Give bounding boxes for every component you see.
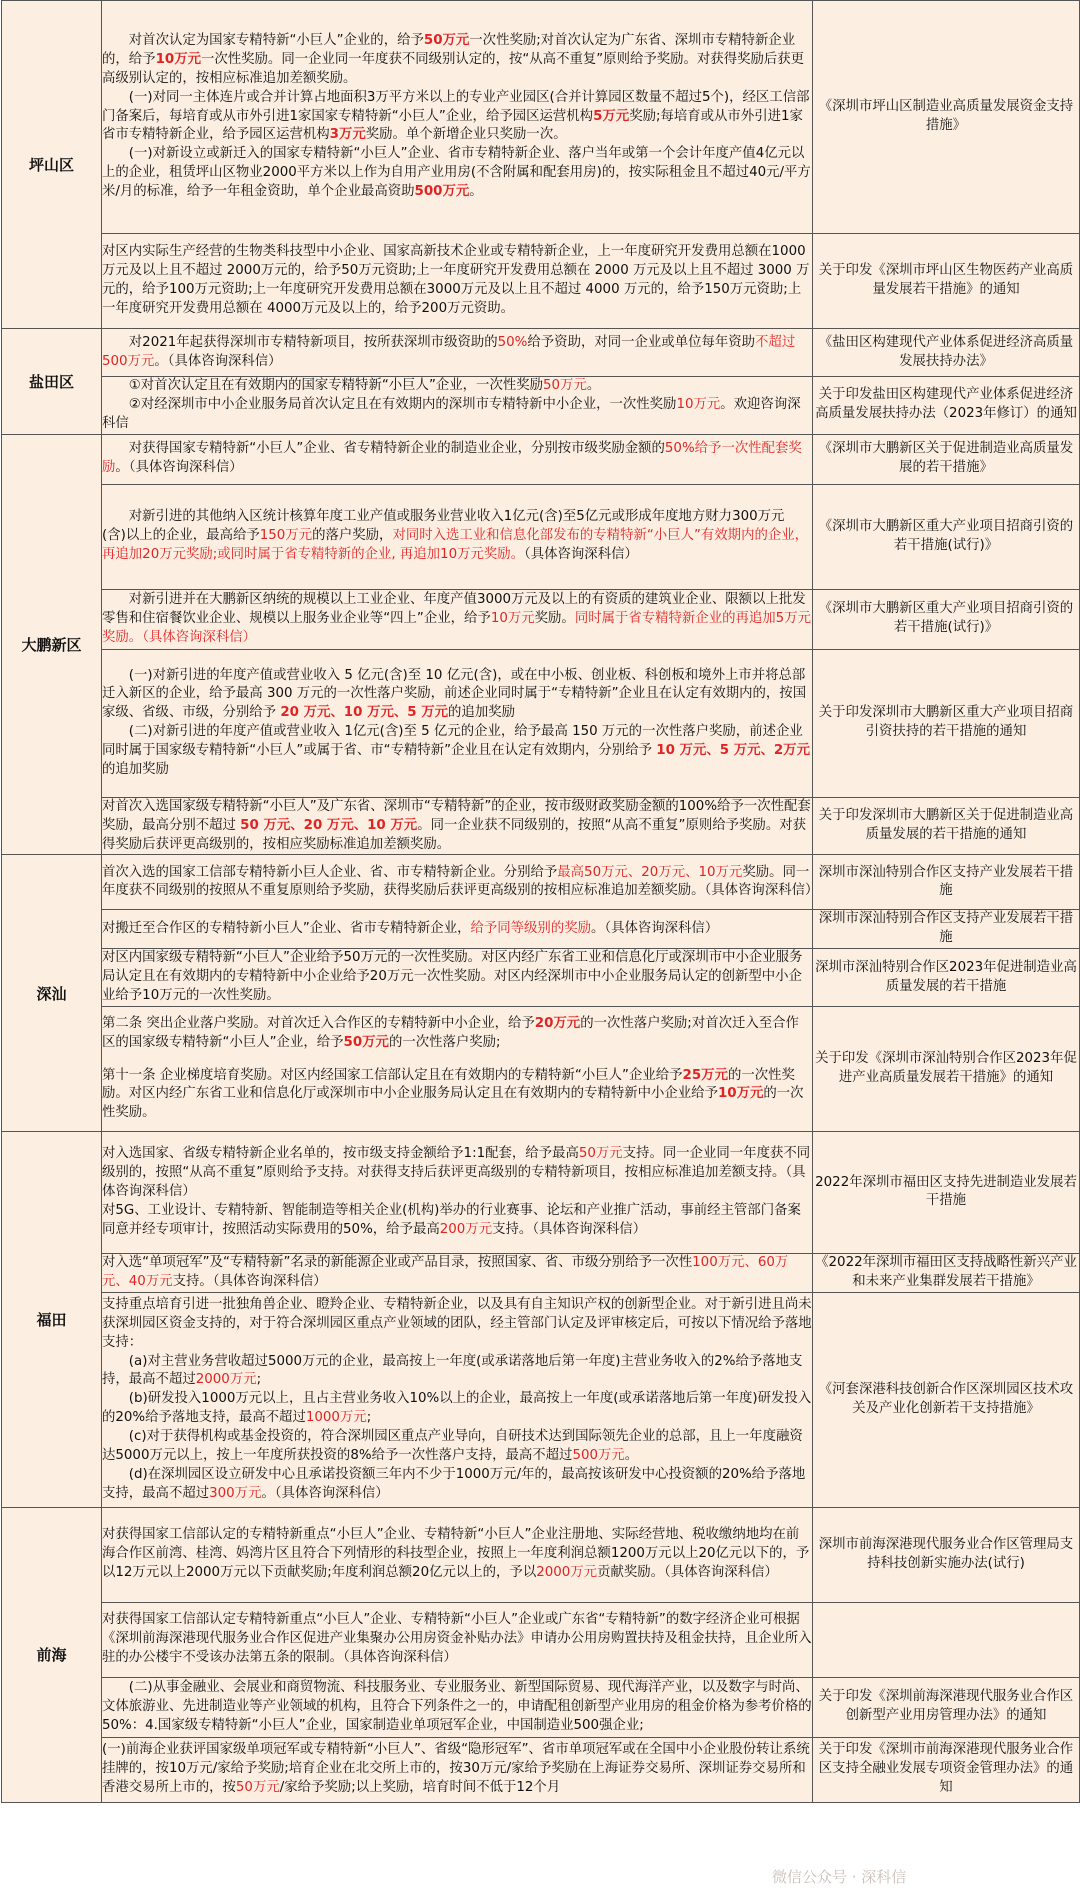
policy-text: 给予资助，对同一企业或单位每年资助 [527, 334, 756, 350]
policy-source-cell [813, 1602, 1080, 1677]
highlighted-amount: 200万元 [439, 1221, 493, 1237]
policy-text: 。 [586, 378, 601, 393]
policy-text: 对区内实际生产经营的生物类科技型中小企业、国家高新技术企业或专精特新企业，上一年度研究开发费用总额在1000万元及以上且不超过 2000万元的，给予50万元资助;上一年度研究开发费用总额在 2000 万元及以上且不超过 3000 万元的，给予100万元资助;上一年度研究开发费用总额在3000万元及以上且不超过 4000 万元的，给予150万元资助;上一年度研究开发费用总额在 4000万元及以上的，给予200万元资助。 [102, 244, 810, 316]
policy-row [2, 1006, 1080, 1131]
policy-paragraph [102, 1145, 812, 1202]
policy-content-cell [102, 1131, 813, 1253]
highlighted-amount: 50万元 [235, 1780, 280, 1796]
highlighted-amount: 20 万元、10 万元、5 万元 [280, 705, 449, 721]
policy-row [2, 1507, 1080, 1602]
policy-source-cell: 《深圳市大鹏新区关于促进制造业高质量发展的若干措施》 [813, 434, 1080, 484]
policy-paragraph [102, 440, 812, 478]
policy-paragraph [102, 1390, 812, 1428]
policy-text: 一次性奖励;对首次认定为广东省、深圳市专精特新企业的，给予 [102, 32, 796, 67]
policy-paragraph [102, 1741, 812, 1798]
policy-content-cell [102, 484, 813, 589]
policy-text: 。 [624, 1448, 639, 1464]
highlighted-amount: 50万元 [543, 378, 587, 393]
policy-row [2, 434, 1080, 484]
policy-content-cell [102, 1, 813, 234]
highlighted-amount: 100万元、60万元、40万元 [102, 1254, 789, 1289]
policy-row [2, 797, 1080, 855]
highlighted-amount: 对同时入选工业和信息化部发布的专精特新“小巨人”有效期内的企业，再追加20万元奖励;或同时属于省专精特新的企业, 再追加10万元奖励。 [102, 528, 809, 563]
policy-paragraph [102, 1296, 812, 1353]
policy-source-cell: 《河套深港科技创新合作区深圳园区技术攻关及产业化创新若干支持措施》 [813, 1292, 1080, 1507]
highlighted-amount: 1000万元 [305, 1410, 367, 1426]
highlighted-amount: 10万元 [676, 396, 721, 412]
highlighted-amount: 2000万元 [536, 1565, 598, 1581]
policy-text: 对5G、工业设计、专精特新、智能制造等相关企业(机构)举办的行业赛事、论坛和产业推广活动，事前经主管部门备案同意并经专项审计，按照活动实际费用的50%，给予最高 [102, 1202, 801, 1237]
policy-row [2, 329, 1080, 377]
district-cell: 深汕 [2, 855, 102, 1132]
policy-text: 奖励;每培育或从市外引进1家省市专精特新企业，给予园区运营机构 [102, 108, 803, 143]
policy-text: ①对首次认定且在有效期内的国家专精特新“小巨人”企业，一次性奖励 [128, 378, 544, 393]
highlighted-amount: 50万元 [423, 32, 470, 48]
highlighted-amount: 不超过500万元 [102, 334, 796, 369]
policy-text: 的一次性落户奖励; [388, 1034, 501, 1050]
policy-row [2, 1253, 1080, 1292]
highlighted-amount: 2000万元 [195, 1372, 257, 1388]
policy-content-cell [102, 949, 813, 1007]
policy-text: 支持。（具体咨询深科信） [492, 1221, 647, 1237]
policy-source-cell: 关于印发深圳市大鹏新区关于促进制造业高质量发展的若干措施的通知 [813, 797, 1080, 855]
watermark: 微信公众号 · 深科信 [772, 1868, 907, 1886]
policy-paragraph [102, 243, 812, 319]
policy-row [2, 855, 1080, 910]
policy-text: 对获得国家专精特新“小巨人”企业、省专精特新企业的制造业企业，分别按市级奖励金额的 [128, 441, 665, 457]
policy-paragraph [102, 145, 812, 202]
policy-text: (一)前海企业获评国家级单项冠军或专精特新“小巨人”、省级“隐形冠军”、省市单项冠军或在全国中小企业股份转让系统挂牌的，按10万元/家给予奖励;培育企业在北交所上市的，按30万元/家给予奖励在上海证券交易所、深圳证券交易所和香港交易所上市的，按 [102, 1742, 810, 1796]
policy-text: 支持。（具体咨询深科信） [172, 1273, 327, 1289]
policy-text: 一次性奖励。同一企业同一年度获不同级别认定的，按“从高不重复”原则给予奖励。对获得奖励后获更高级别认定的，按相应标准追加差额奖励。 [102, 51, 805, 86]
policy-text: 对2021年起获得深圳市专精特新项目，按所获深圳市级资助的 [128, 334, 498, 350]
highlighted-amount: 10万元 [717, 1086, 764, 1102]
policy-text: 首次入选的国家工信部专精特新小巨人企业、省、市专精特新企业。分别给予 [102, 864, 558, 880]
policy-row [2, 484, 1080, 589]
policy-source-cell: 关于印发《深圳前海深港现代服务业合作区创新型产业用房管理办法》的通知 [813, 1677, 1080, 1737]
policy-text: 的追加奖励 [448, 705, 515, 721]
highlighted-amount: 50 万元、20 万元、10 万元 [240, 817, 418, 833]
policy-source-cell: 《深圳市大鹏新区重大产业项目招商引资的若干措施(试行)》 [813, 589, 1080, 649]
policy-text: 贡献奖励。（具体咨询深科信） [597, 1565, 778, 1581]
policy-content-cell [102, 1677, 813, 1737]
policy-text: 第二条 突出企业落户奖励。对首次迁入合作区的专精特新中小企业，给予 [102, 1015, 535, 1031]
policy-content-cell [102, 910, 813, 949]
policy-paragraph [102, 1428, 812, 1466]
policy-text: 对入选“单项冠军”及“专精特新”名录的新能源企业或产品目录，按照国家、省、市级分别给予一次性 [102, 1254, 693, 1270]
policy-text: (c)对于获得机构或基金投资的，符合深圳园区重点产业导向，自研技术达到国际领先企业的总部，且上一年度融资达5000万元以上，按上一年度所获投资的8%给予一次性落户支持，最高不超过 [102, 1429, 803, 1464]
highlighted-amount: 25万元 [682, 1067, 728, 1083]
policy-text: 。（具体咨询深科信） [154, 353, 282, 369]
policy-text: 。欢迎咨询深科信 [102, 396, 801, 431]
policy-paragraph [102, 591, 812, 648]
policy-source-cell: 深圳市深汕特别合作区支持产业发展若干措施 [813, 910, 1080, 949]
policy-source-cell: 深圳市深汕特别合作区支持产业发展若干措施 [813, 855, 1080, 910]
policy-row [2, 377, 1080, 435]
policy-text: 第十一条 企业梯度培育奖励。对区内经国家工信部认定且在有效期内的专精特新“小巨人”企业给予 [102, 1067, 683, 1083]
policy-row [2, 1131, 1080, 1253]
policy-text: 支持重点培育引进一批独角兽企业、瞪羚企业、专精特新企业，以及具有自主知识产权的创新型企业。对于新引进且尚未获深圳园区资金支持的，对于符合深圳园区重点产业领域的团队，经主管部门认定及评审核定后，可按以下情况给予落地支持： [102, 1296, 812, 1350]
policy-source-cell: 《深圳市大鹏新区重大产业项目招商引资的若干措施(试行)》 [813, 484, 1080, 589]
highlighted-amount: 500万元 [572, 1448, 625, 1464]
highlighted-amount: 300万元 [209, 1485, 262, 1501]
policy-source-cell: 深圳市前海深港现代服务业合作区管理局支持科技创新实施办法(试行) [813, 1507, 1080, 1602]
policy-content-cell [102, 1006, 813, 1131]
policy-paragraph [102, 1015, 812, 1053]
highlighted-amount: 3万元 [329, 127, 366, 143]
policy-text: 的追加奖励 [102, 762, 169, 778]
policy-content-cell [102, 1737, 813, 1802]
policy-paragraph [102, 1254, 812, 1292]
policy-text: (b)研发投入1000万元以上，且占主营业务收入10%以上的企业，最高按上一年度(或承诺落地后第一年度)研发投入的20%给予落地支持，最高不超过 [102, 1391, 812, 1426]
policy-content-cell [102, 234, 813, 329]
highlighted-amount: 给予同等级别的奖励 [470, 920, 591, 936]
policy-paragraph [102, 1067, 812, 1124]
policy-paragraph [102, 32, 812, 89]
policy-text: (a)对主营业务营收超过5000万元的企业，最高按上一年度(或承诺落地后第一年度)主营业务收入的2%给予落地支持，最高不超过 [102, 1353, 803, 1388]
policy-paragraph [102, 723, 812, 780]
policy-content-cell [102, 589, 813, 649]
policy-text: ②对经深圳市中小企业服务局首次认定且在有效期内的深圳市专精特新中小企业，一次性奖励 [128, 396, 677, 412]
policy-paragraph [102, 1611, 812, 1668]
policy-text: 对入选国家、省级专精特新企业名单的，按市级支持金额给予1:1配套，给予最高 [102, 1146, 579, 1162]
district-cell: 盐田区 [2, 329, 102, 435]
policy-text: 奖励。 [534, 610, 575, 626]
policy-paragraph [102, 334, 812, 372]
policy-text: 的一次性奖励。 [102, 1086, 804, 1121]
policy-content-cell [102, 377, 813, 435]
policy-text: (二)从事金融业、会展业和商贸物流、科技服务业、专业服务业、新型国际贸易、现代海洋产业，以及数字与时尚、文体旅游业、先进制造业等产业领域的机构，且符合下列条件之一的，申请配租创新型产业用房的租金价格为参考价格的50%：4.国家级专精特新“小巨人”企业，国家制造业单项冠军企业，中国制造业500强企业; [102, 1679, 812, 1733]
district-cell: 前海 [2, 1507, 102, 1802]
policy-paragraph [102, 1526, 812, 1583]
policy-paragraph [102, 377, 812, 396]
policy-source-cell: 关于印发《深圳市坪山区生物医药产业高质量发展若干措施》的通知 [813, 234, 1080, 329]
policy-row [2, 234, 1080, 329]
highlighted-amount: 500万元 [414, 184, 470, 200]
highlighted-amount: 50%给予一次性配套奖励 [102, 441, 802, 476]
policy-text: 对新引进的其他纳入区统计核算年度工业产值或服务业营业收入1亿元(含)至5亿元或形成年度地方财力300万元 (含)以上的企业，最高给予 [102, 509, 785, 544]
policy-paragraph [102, 1353, 812, 1391]
policy-content-cell [102, 329, 813, 377]
policy-text: 对区内国家级专精特新“小巨人”企业给予50万元的一次性奖励。对区内经广东省工业和信息化厅或深圳市中小企业服务局认定且在有效期内的专精特新中小企业给予20万元一次性奖励。对区内经深圳市中小企业服务局认定的创新型中小企业给予10万元的一次性奖励。 [102, 950, 803, 1004]
highlighted-amount: 10 万元、5 万元、2万元 [656, 743, 810, 759]
policy-row [2, 1677, 1080, 1737]
policy-content-cell [102, 1602, 813, 1677]
district-cell: 福田 [2, 1131, 102, 1507]
policy-source-cell: 关于印发盐田区构建现代产业体系促进经济高质量发展扶持办法（2023年修订）的通知 [813, 377, 1080, 435]
policy-text: 。（具体咨询深科信） [591, 920, 719, 936]
highlighted-amount: 10万元 [490, 610, 535, 626]
highlighted-amount: 10万元 [155, 51, 201, 67]
policy-content-cell [102, 855, 819, 910]
district-cell: 坪山区 [2, 1, 102, 329]
policy-text: /家给予奖励;以上奖励，培育时间不低于12个月 [279, 1780, 561, 1796]
policy-paragraph [102, 798, 812, 855]
highlighted-amount: 同时属于省专精特新企业的再追加5万元奖励。（具体咨询深科信） [102, 610, 811, 645]
policy-content-cell [102, 797, 813, 855]
policy-table [1, 0, 1080, 1803]
policy-row [2, 1602, 1080, 1677]
policy-text: 对获得国家工信部认定的专精特新重点“小巨人”企业、专精特新“小巨人”企业注册地、实际经营地、税收缴纳地均在前海合作区前湾、桂湾、妈湾片区且符合下列情形的科技型企业，按照上一年度利润总额1200万元以上20亿元以下的，予以12万元以上2000万元以下贡献奖励;年度利润总额20亿元以上的，予以 [102, 1527, 810, 1581]
policy-text: 。（具体咨询深科信） [261, 1485, 389, 1501]
policy-text: 奖励。同一年度获不同级别的按照从不重复原则给予奖励，获得奖励后获评更高级别的按相应标准追加差额奖励。（具体咨询深科信） [102, 864, 819, 899]
policy-paragraph [102, 949, 812, 1006]
policy-source-cell: 深圳市深汕特别合作区2023年促进制造业高质量发展的若干措施 [813, 949, 1080, 1007]
policy-row [2, 910, 1080, 949]
highlighted-amount: 50% [497, 334, 528, 350]
policy-source-cell: 《2022年深圳市福田区支持战略性新兴产业和未来产业集群发展若干措施》 [813, 1253, 1080, 1292]
policy-paragraph [102, 1466, 812, 1504]
policy-content-cell [102, 1253, 813, 1292]
policy-source-cell: 关于印发《深圳市深汕特别合作区2023年促进产业高质量发展若干措施》的通知 [813, 1006, 1080, 1131]
highlighted-amount: 50万元 [578, 1146, 623, 1162]
policy-content-cell [102, 649, 813, 797]
policy-text: 支持。同一企业同一年度获不同级别的，按照“从高不重复”原则给予支持。对获得支持后获评更高级别的专精特新项目，按相应标准追加差额支持。（具体咨询深科信） [102, 1146, 811, 1200]
policy-text: 对首次入选国家级专精特新“小巨人”及广东省、深圳市“专精特新”的企业，按市级财政奖励金额的100%给予一次性配套奖励，最高分别不超过 [102, 798, 811, 833]
policy-paragraph [102, 667, 812, 724]
policy-text: (一)对同一主体连片或合并计算占地面积3万平方米以上的专业产业园区(合并计算园区数量不超过5个)，经区工信部门备案后，每培育或从市外引进1家国家专精特新“小巨人”企业，给予园区运营机构 [102, 89, 810, 124]
policy-row [2, 589, 1080, 649]
policy-row [2, 1, 1080, 234]
policy-text: 对首次认定为国家专精特新“小巨人”企业的，给予 [128, 32, 424, 48]
policy-paragraph [102, 920, 812, 939]
policy-row [2, 649, 1080, 797]
policy-content-cell [102, 434, 813, 484]
policy-source-cell: 关于印发《深圳市前海深港现代服务业合作区支持全融业发展专项资金管理办法》的通知 [813, 1737, 1080, 1802]
policy-text: 对搬迁至合作区的专精特新小巨人”企业、省市专精特新企业， [102, 920, 471, 936]
policy-row [2, 1737, 1080, 1802]
policy-text: (二)对新引进的年度产值或营业收入 1亿元(含)至 5 亿元的企业，给予最高 150 万元的一次性落户奖励，前述企业同时属于国家级专精特新“小巨人”或属于省、市“专精特新”企业且在认定有效期内，分别给予 [102, 724, 803, 759]
policy-paragraph [102, 508, 812, 565]
policy-text: ; [256, 1372, 262, 1388]
policy-text: 的一次性落户奖励;对首次迁入至合作区的国家级专精特新“小巨人”企业，给予 [102, 1015, 799, 1050]
policy-text: 对新引进并在大鹏新区纳统的规模以上工业企业、年度产值3000万元及以上的有资质的建筑业企业、限额以上批发零售和住宿餐饮业企业、规模以上服务业企业等“四上”企业，给予 [102, 591, 806, 626]
policy-source-cell: 《盐田区构建现代产业体系促进经济高质量发展扶持办法》 [813, 329, 1080, 377]
policy-text: 。 [469, 184, 483, 200]
policy-source-cell: 关于印发深圳市大鹏新区重大产业项目招商引资扶持的若干措施的通知 [813, 649, 1080, 797]
district-cell: 大鹏新区 [2, 434, 102, 855]
highlighted-amount: 最高50万元、20万元、10万元 [557, 864, 743, 880]
policy-text: 对获得国家工信部认定专精特新重点“小巨人”企业、专精特新“小巨人”企业或广东省“专精特新”的数字经济企业可根据《深圳前海深港现代服务业合作区促进产业集聚办公用房资金补贴办法》申请办公用房购置扶持及租金扶持，且企业所入驻的办公楼宇不受该办法第五条的限制。（具体咨询深科信） [102, 1612, 812, 1666]
policy-text: （具体咨询深科信） [524, 547, 638, 563]
highlighted-amount: 20万元 [534, 1015, 581, 1031]
policy-paragraph [102, 396, 812, 434]
policy-paragraph [102, 1679, 812, 1736]
policy-text: (一)对新引进的年度产值或营业收入 5 亿元(含)至 10 亿元(含)，或在中小板、创业板、科创板和境外上市并将总部迁入新区的企业，给予最高 300 万元的一次性落户奖励，前述企业同时属于“专精特新”企业且在认定有效期内的，按国家级、省级、市级，分别给予 [102, 667, 807, 721]
policy-row [2, 949, 1080, 1007]
policy-paragraph [102, 1202, 812, 1240]
policy-text: 的一次性奖励。对区内经广东省工业和信息化厅或深圳市中小企业服务局认定且在有效期内的专精特新中小企业给予 [102, 1067, 795, 1102]
policy-text: 。（具体咨询深科信） [115, 460, 243, 476]
policy-text: (一)对新设立或新迁入的国家专精特新“小巨人”企业、省市专精特新企业、落户当年或第一个会计年度产值4亿元以上的企业，租赁坪山区物业2000平方米以上作为自用产业用房(不含附属和配套用房)的，按实际租金且不超过40元/平方米/月的标准，给予一年租金资助，单个企业最高资助 [102, 146, 811, 200]
policy-source-cell: 2022年深圳市福田区支持先进制造业发展若干措施 [813, 1131, 1080, 1253]
highlighted-amount: 50万元 [343, 1034, 389, 1050]
policy-text: 奖励。单个新增企业只奖励一次。 [365, 127, 567, 143]
policy-paragraph [102, 89, 812, 146]
policy-row [2, 1292, 1080, 1507]
highlighted-amount: 5万元 [593, 108, 630, 124]
policy-text: ; [366, 1410, 372, 1426]
policy-text: (d)在深圳园区设立研发中心且承诺投资额三年内不少于1000万元/年的，最高按该研发中心投资额的20%给予落地支持，最高不超过 [102, 1466, 806, 1501]
policy-source-cell: 《深圳市坪山区制造业高质量发展资金支持措施》 [813, 1, 1080, 234]
policy-content-cell [102, 1507, 813, 1602]
highlighted-amount: 150万元 [259, 528, 313, 544]
policy-paragraph [102, 864, 819, 902]
policy-text: 的落户奖励， [312, 528, 393, 544]
policy-text: 。同一企业获不同级别的，按照“从高不重复”原则给予奖励。对获得奖励后获评更高级别的，按相应奖励标准追加差额奖励。 [102, 817, 806, 852]
policy-content-cell [102, 1292, 813, 1507]
